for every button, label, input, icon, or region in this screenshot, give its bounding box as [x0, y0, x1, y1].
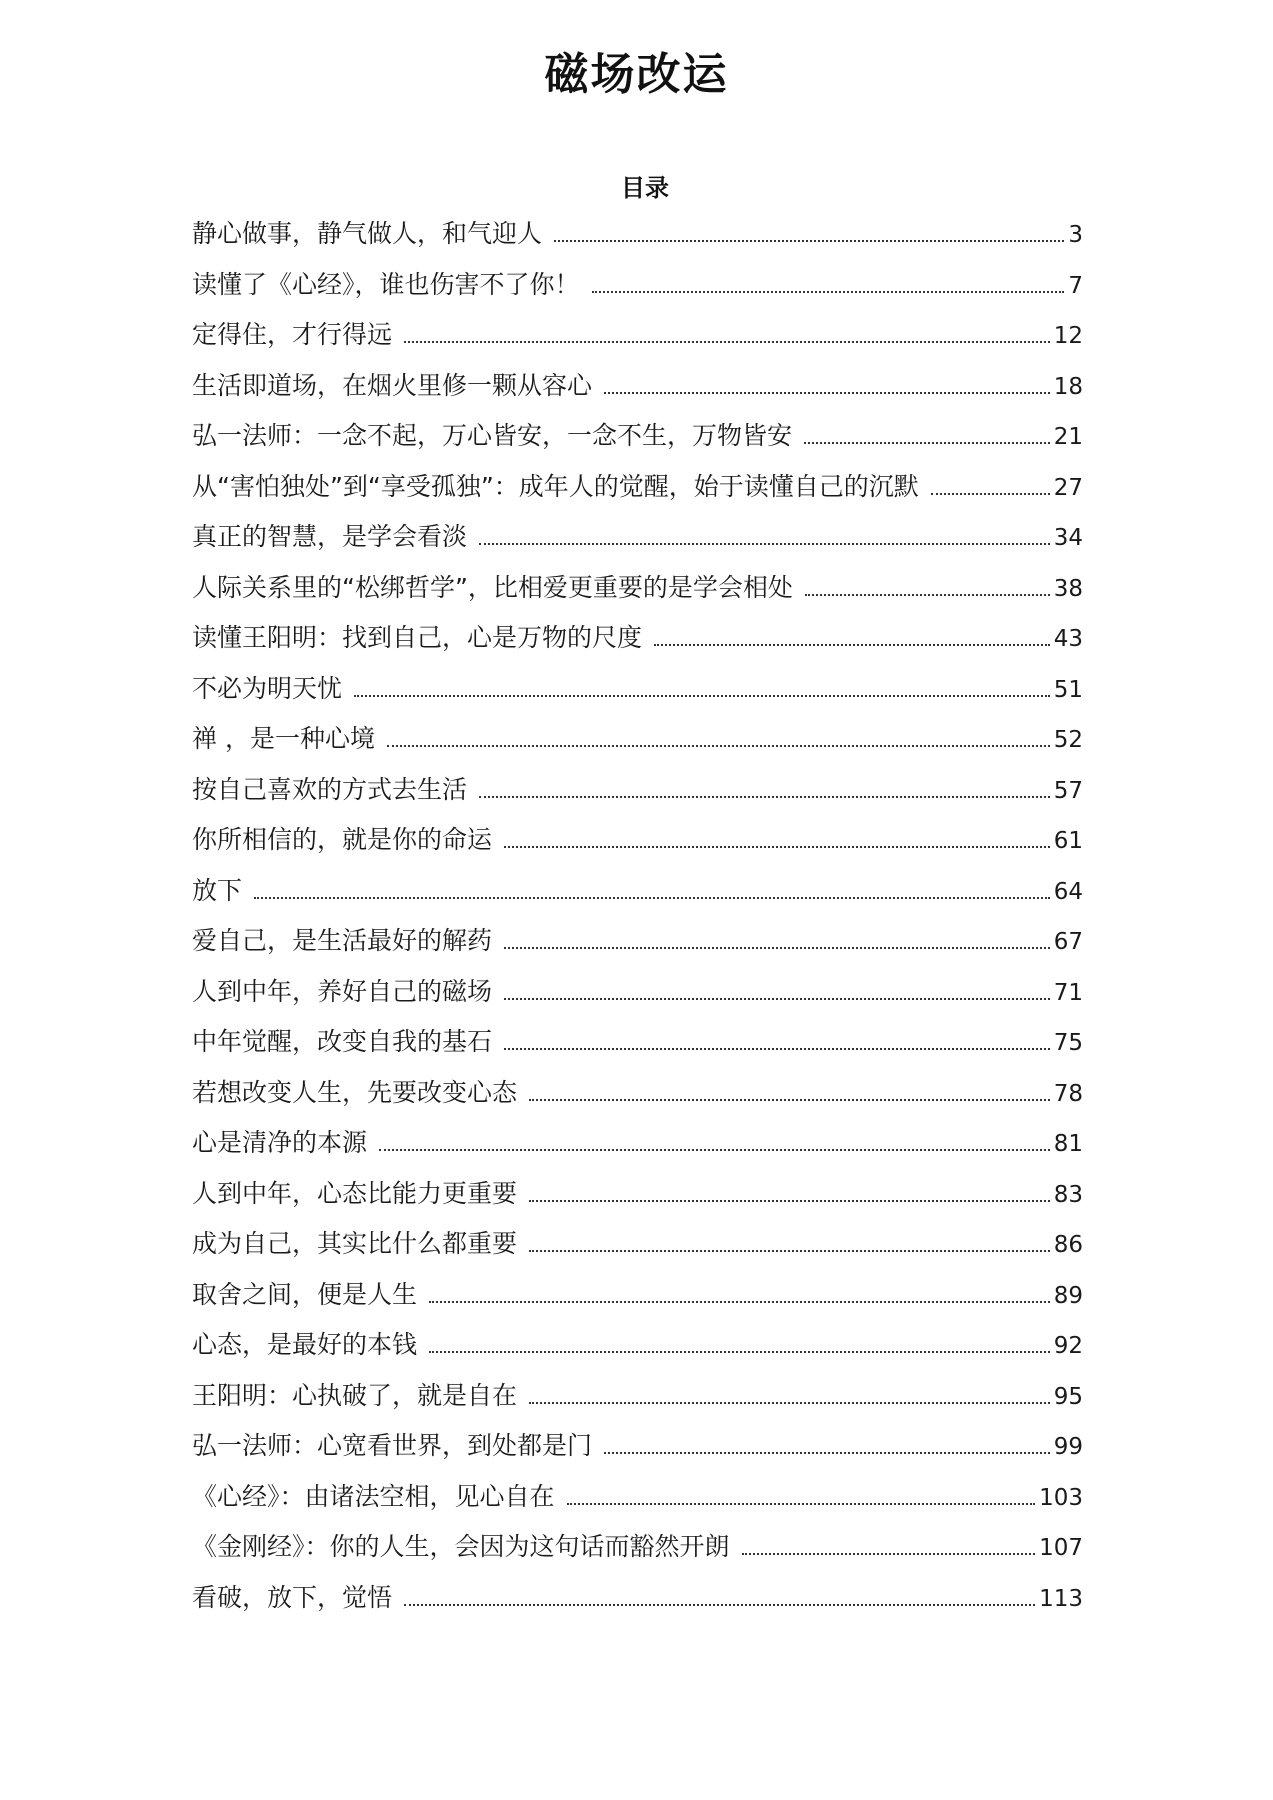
toc-entry[interactable]: [192, 1527, 1083, 1578]
toc-entry-title: 弘一法师：一念不起，万心皆安，一念不生，万物皆安: [192, 421, 793, 450]
toc-entry-title: 按自己喜欢的方式去生活: [192, 774, 468, 804]
toc-entry-page-number: 89: [1053, 1282, 1083, 1309]
toc-entry[interactable]: [192, 820, 1083, 871]
toc-entry-title: 放下: [192, 875, 243, 905]
toc-dot-leader: [379, 1149, 1050, 1151]
toc-entry-page-number: 99: [1053, 1434, 1083, 1460]
toc-dot-leader: [567, 1503, 1036, 1505]
toc-entry-title: 不必为明天忧: [192, 673, 343, 703]
toc-dot-leader: [504, 998, 1050, 1000]
toc-dot-leader: [805, 594, 1050, 596]
toc-entry-title: 若想改变人生，先要改变心态: [192, 1077, 518, 1107]
toc-entry[interactable]: [192, 214, 1083, 265]
toc-dot-leader: [931, 493, 1050, 495]
toc-entry[interactable]: [192, 517, 1083, 568]
toc-entry-title: 读懂王阳明：找到自己，心是万物的尺度: [192, 623, 643, 652]
toc-dot-leader: [529, 1200, 1050, 1202]
toc-entry-page-number: 71: [1053, 979, 1083, 1006]
toc-entry-page-number: 81: [1053, 1131, 1083, 1157]
toc-entry[interactable]: [192, 770, 1083, 821]
toc-entry-title: 静心做事，静气做人，和气迎人: [192, 219, 543, 248]
toc-entry-page-number: 61: [1053, 828, 1083, 854]
toc-entry[interactable]: [192, 1477, 1083, 1528]
toc-entry-title: 中年觉醒，改变自我的基石: [192, 1027, 493, 1056]
toc-entry[interactable]: [192, 1022, 1083, 1073]
toc-entry[interactable]: [192, 1578, 1083, 1629]
toc-entry-title: 人际关系里的“松绑哲学”，比相爱更重要的是学会相处: [192, 572, 793, 602]
toc-entry-title: 人到中年，心态比能力更重要: [192, 1178, 518, 1208]
toc-dot-leader: [404, 1604, 1035, 1606]
toc-entry-page-number: 83: [1053, 1181, 1083, 1208]
toc-entry[interactable]: [192, 669, 1083, 720]
toc-entry-page-number: 52: [1053, 727, 1083, 753]
toc-entry-title: 《金刚经》：你的人生，会因为这句话而豁然开朗: [192, 1532, 730, 1561]
toc-dot-leader: [354, 695, 1050, 697]
toc-entry-page-number: 51: [1053, 676, 1083, 703]
toc-entry[interactable]: [192, 618, 1083, 669]
toc-entry-title: 心态，是最好的本钱: [192, 1330, 418, 1359]
toc-entry-page-number: 34: [1053, 525, 1083, 551]
toc-heading: 目录: [621, 174, 669, 202]
toc-entry-title: 你所相信的，就是你的命运: [192, 825, 493, 854]
toc-entry[interactable]: [192, 315, 1083, 366]
toc-entry[interactable]: [192, 366, 1083, 417]
toc-dot-leader: [604, 392, 1050, 394]
toc-dot-leader: [479, 796, 1050, 798]
toc-entry-title: 成为自己，其实比什么都重要: [192, 1229, 518, 1258]
toc-entry-page-number: 3: [1068, 222, 1083, 248]
toc-entry-title: 禅 ，是一种心境: [192, 724, 375, 753]
toc-dot-leader: [429, 1301, 1050, 1303]
toc-dot-leader: [529, 1099, 1050, 1101]
toc-dot-leader: [479, 543, 1050, 545]
toc-entry-page-number: 12: [1053, 323, 1083, 349]
toc-dot-leader: [404, 341, 1050, 343]
toc-entry[interactable]: [192, 1376, 1083, 1427]
toc-dot-leader: [654, 644, 1050, 646]
toc-entry-title: 弘一法师：心宽看世界，到处都是门: [192, 1431, 593, 1460]
toc-dot-leader: [254, 897, 1050, 899]
toc-entry[interactable]: [192, 467, 1083, 518]
toc-entry-title: 心是清净的本源: [192, 1128, 368, 1157]
toc-entry-page-number: 107: [1039, 1535, 1083, 1561]
toc-dot-leader: [742, 1553, 1036, 1555]
toc-entry-page-number: 7: [1068, 272, 1083, 299]
toc-dot-leader: [804, 442, 1050, 444]
toc-entry-page-number: 95: [1053, 1383, 1083, 1410]
toc-dot-leader: [504, 1048, 1050, 1050]
toc-entry-page-number: 75: [1053, 1030, 1083, 1056]
toc-entry[interactable]: [192, 1325, 1083, 1376]
toc-entry-title: 读懂了《心经》，谁也伤害不了你！: [192, 269, 580, 299]
toc-entry-page-number: 57: [1053, 777, 1083, 804]
toc-entry-page-number: 64: [1053, 878, 1083, 905]
toc-entry-title: 取舍之间，便是人生: [192, 1279, 418, 1309]
toc-dot-leader: [504, 846, 1050, 848]
toc-entry[interactable]: [192, 265, 1083, 316]
toc-entry[interactable]: [192, 719, 1083, 770]
toc-entry-title: 看破，放下，觉悟: [192, 1582, 393, 1612]
toc-entry[interactable]: [192, 1174, 1083, 1225]
book-title: 磁场改运: [544, 49, 729, 100]
toc-entry-page-number: 21: [1053, 424, 1083, 450]
toc-dot-leader: [387, 745, 1050, 747]
toc-entry-title: 王阳明：心执破了，就是自在: [192, 1380, 518, 1410]
toc-dot-leader: [592, 291, 1065, 293]
toc-entry[interactable]: [192, 1073, 1083, 1124]
toc-entry[interactable]: [192, 1275, 1083, 1326]
toc-dot-leader: [504, 947, 1050, 949]
toc-entry[interactable]: [192, 568, 1083, 619]
toc-dot-leader: [429, 1351, 1050, 1353]
toc-entry-page-number: 78: [1053, 1080, 1083, 1107]
toc-entry-page-number: 103: [1039, 1484, 1083, 1511]
toc-entry-page-number: 92: [1053, 1333, 1083, 1359]
toc-entry[interactable]: [192, 921, 1083, 972]
toc-entry-title: 爱自己，是生活最好的解药: [192, 926, 493, 955]
toc-dot-leader: [604, 1452, 1050, 1454]
toc-entry[interactable]: [192, 972, 1083, 1023]
toc-entry[interactable]: [192, 1123, 1083, 1174]
toc-entry-page-number: 67: [1053, 929, 1083, 955]
toc-entry-page-number: 38: [1053, 575, 1083, 602]
toc-entry-page-number: 86: [1053, 1232, 1083, 1258]
toc-entry-title: 人到中年，养好自己的磁场: [192, 976, 493, 1006]
toc-dot-leader: [529, 1402, 1050, 1404]
toc-entry-page-number: 43: [1053, 626, 1083, 652]
toc-entry-title: 《心经》：由诸法空相，见心自在: [192, 1481, 555, 1511]
toc-entry-page-number: 113: [1039, 1585, 1083, 1612]
toc-entry[interactable]: [192, 1426, 1083, 1477]
toc-entry[interactable]: [192, 871, 1083, 922]
toc-entry-title: 定得住，才行得远: [192, 320, 393, 349]
toc-entry-title: 从“害怕独处”到“享受孤独”：成年人的觉醒，始于读懂自己的沉默: [192, 471, 919, 501]
toc-dot-leader: [529, 1250, 1050, 1252]
toc-entry-title: 生活即道场，在烟火里修一颗从容心: [192, 370, 593, 400]
toc-entry-title: 真正的智慧，是学会看淡: [192, 522, 468, 551]
toc-entry[interactable]: [192, 416, 1083, 467]
table-of-contents: [192, 214, 1083, 1628]
toc-dot-leader: [554, 240, 1064, 242]
toc-entry-page-number: 27: [1053, 474, 1083, 501]
toc-entry[interactable]: [192, 1224, 1083, 1275]
toc-entry-page-number: 18: [1053, 373, 1083, 400]
